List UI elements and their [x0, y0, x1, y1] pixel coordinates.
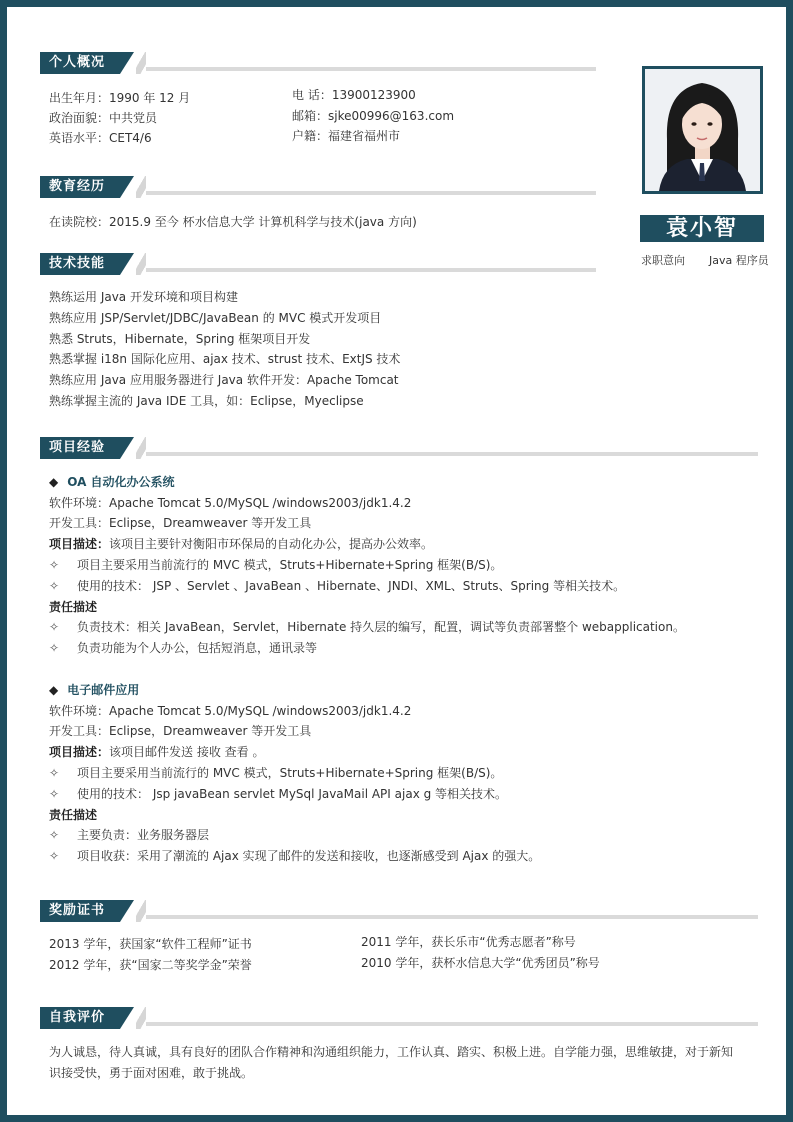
- section-title: 奖励证书: [40, 900, 120, 922]
- project-title: ◆ OA 自动化办公系统: [49, 475, 175, 489]
- duty-item: ✧ 项目收获：采用了潮流的 Ajax 实现了邮件的发送和接收，也逐渐感受到 Ajax 的强大。: [49, 849, 541, 863]
- sparkle-icon: ✧: [49, 828, 60, 842]
- skill-item: 熟练应用 JSP/Servlet/JDBC/JavaBean 的 MVC 模式开发项目: [49, 311, 382, 325]
- birth-date: 出生年月：1990 年 12 月: [49, 91, 191, 105]
- skill-item: 熟悉掌握 i18n 国际化应用、ajax 技术、strust 技术、ExtJS 技术: [49, 352, 401, 366]
- duty-label: 责任描述: [49, 600, 98, 614]
- skill-item: 熟悉 Struts，Hibernate，Spring 框架项目开发: [49, 332, 311, 346]
- project-tools: 开发工具：Eclipse，Dreamweaver 等开发工具: [49, 516, 312, 530]
- section-title: 项目经验: [40, 437, 120, 459]
- sparkle-icon: ✧: [49, 787, 60, 801]
- award-item: 2013 学年，获国家“软件工程师”证书: [49, 937, 252, 951]
- sparkle-icon: ✧: [49, 766, 60, 780]
- project-point: ✧ 项目主要采用当前流行的 MVC 模式，Struts+Hibernate+Spring 框架(B/S)。: [49, 766, 503, 780]
- section-title: 自我评价: [40, 1007, 120, 1029]
- duty-item: ✧ 主要负责：业务服务器层: [49, 828, 210, 842]
- email: 邮箱：sjke00996@163.com: [292, 109, 455, 123]
- english-level: 英语水平：CET4/6: [49, 131, 152, 145]
- diamond-icon: ◆: [49, 475, 59, 489]
- project-point: ✧ 使用的技术： Jsp javaBean servlet MySql JavaMail API ajax g 等相关技术。: [49, 787, 508, 801]
- award-item: 2011 学年，获长乐市“优秀志愿者”称号: [361, 935, 576, 949]
- project-env: 软件环境：Apache Tomcat 5.0/MySQL /windows2003/jdk1.4.2: [49, 704, 412, 718]
- award-item: 2012 学年，获“国家二等奖学金”荣誉: [49, 958, 252, 972]
- self-eval-line: 为人诚恳，待人真诚，具有良好的团队合作精神和沟通组织能力，工作认真、踏实、积极上进。自学能力强，思维敏捷，对于新知: [49, 1045, 734, 1059]
- candidate-name: 袁小智: [640, 215, 764, 242]
- sparkle-icon: ✧: [49, 579, 60, 593]
- project-title: ◆ 电子邮件应用: [49, 683, 140, 697]
- duty-label: 责任描述: [49, 808, 98, 822]
- diamond-icon: ◆: [49, 683, 59, 697]
- project-tools: 开发工具：Eclipse，Dreamweaver 等开发工具: [49, 724, 312, 738]
- sparkle-icon: ✧: [49, 620, 60, 634]
- intent-value: Java 程序员: [709, 254, 769, 267]
- project-env: 软件环境：Apache Tomcat 5.0/MySQL /windows2003/jdk1.4.2: [49, 496, 412, 510]
- duty-item: ✧ 负责功能为个人办公，包括短消息，通讯录等: [49, 641, 318, 655]
- section-title: 技术技能: [40, 253, 120, 275]
- section-title: 教育经历: [40, 176, 120, 198]
- avatar: [642, 66, 763, 194]
- project-point: ✧ 项目主要采用当前流行的 MVC 模式，Struts+Hibernate+Spring 框架(B/S)。: [49, 558, 503, 572]
- sparkle-icon: ✧: [49, 641, 60, 655]
- intent-label: 求职意向: [641, 254, 685, 267]
- skill-item: 熟练应用 Java 应用服务器进行 Java 软件开发：Apache Tomcat: [49, 373, 399, 387]
- sparkle-icon: ✧: [49, 558, 60, 572]
- hukou: 户籍：福建省福州市: [292, 129, 401, 143]
- section-title: 个人概况: [40, 52, 120, 74]
- project-desc: 项目描述：该项目邮件发送 接收 查看 。: [49, 745, 265, 759]
- sparkle-icon: ✧: [49, 849, 60, 863]
- project-desc: 项目描述：该项目主要针对衡阳市环保局的自动化办公，提高办公效率。: [49, 537, 434, 551]
- duty-item: ✧ 负责技术：相关 JavaBean，Servlet，Hibernate 持久层的编写，配置，调试等负责部署整个 webapplication。: [49, 620, 685, 634]
- project-point: ✧ 使用的技术： JSP 、Servlet 、JavaBean 、Hibernate、JNDI、XML、Struts、Spring 等相关技术。: [49, 579, 626, 593]
- self-eval-line: 识接受快，勇于面对困难，敢于挑战。: [49, 1066, 254, 1080]
- political-status: 政治面貌：中共党员: [49, 111, 158, 125]
- portrait-icon: [645, 69, 760, 191]
- award-item: 2010 学年，获杯水信息大学“优秀团员”称号: [361, 956, 600, 970]
- phone: 电 话：13900123900: [292, 88, 416, 102]
- skill-item: 熟练运用 Java 开发环境和项目构建: [49, 290, 238, 304]
- skill-item: 熟练掌握主流的 Java IDE 工具，如：Eclipse，Myeclipse: [49, 394, 364, 408]
- education-line: 在读院校：2015.9 至今 杯水信息大学 计算机科学与技术(java 方向): [49, 215, 417, 229]
